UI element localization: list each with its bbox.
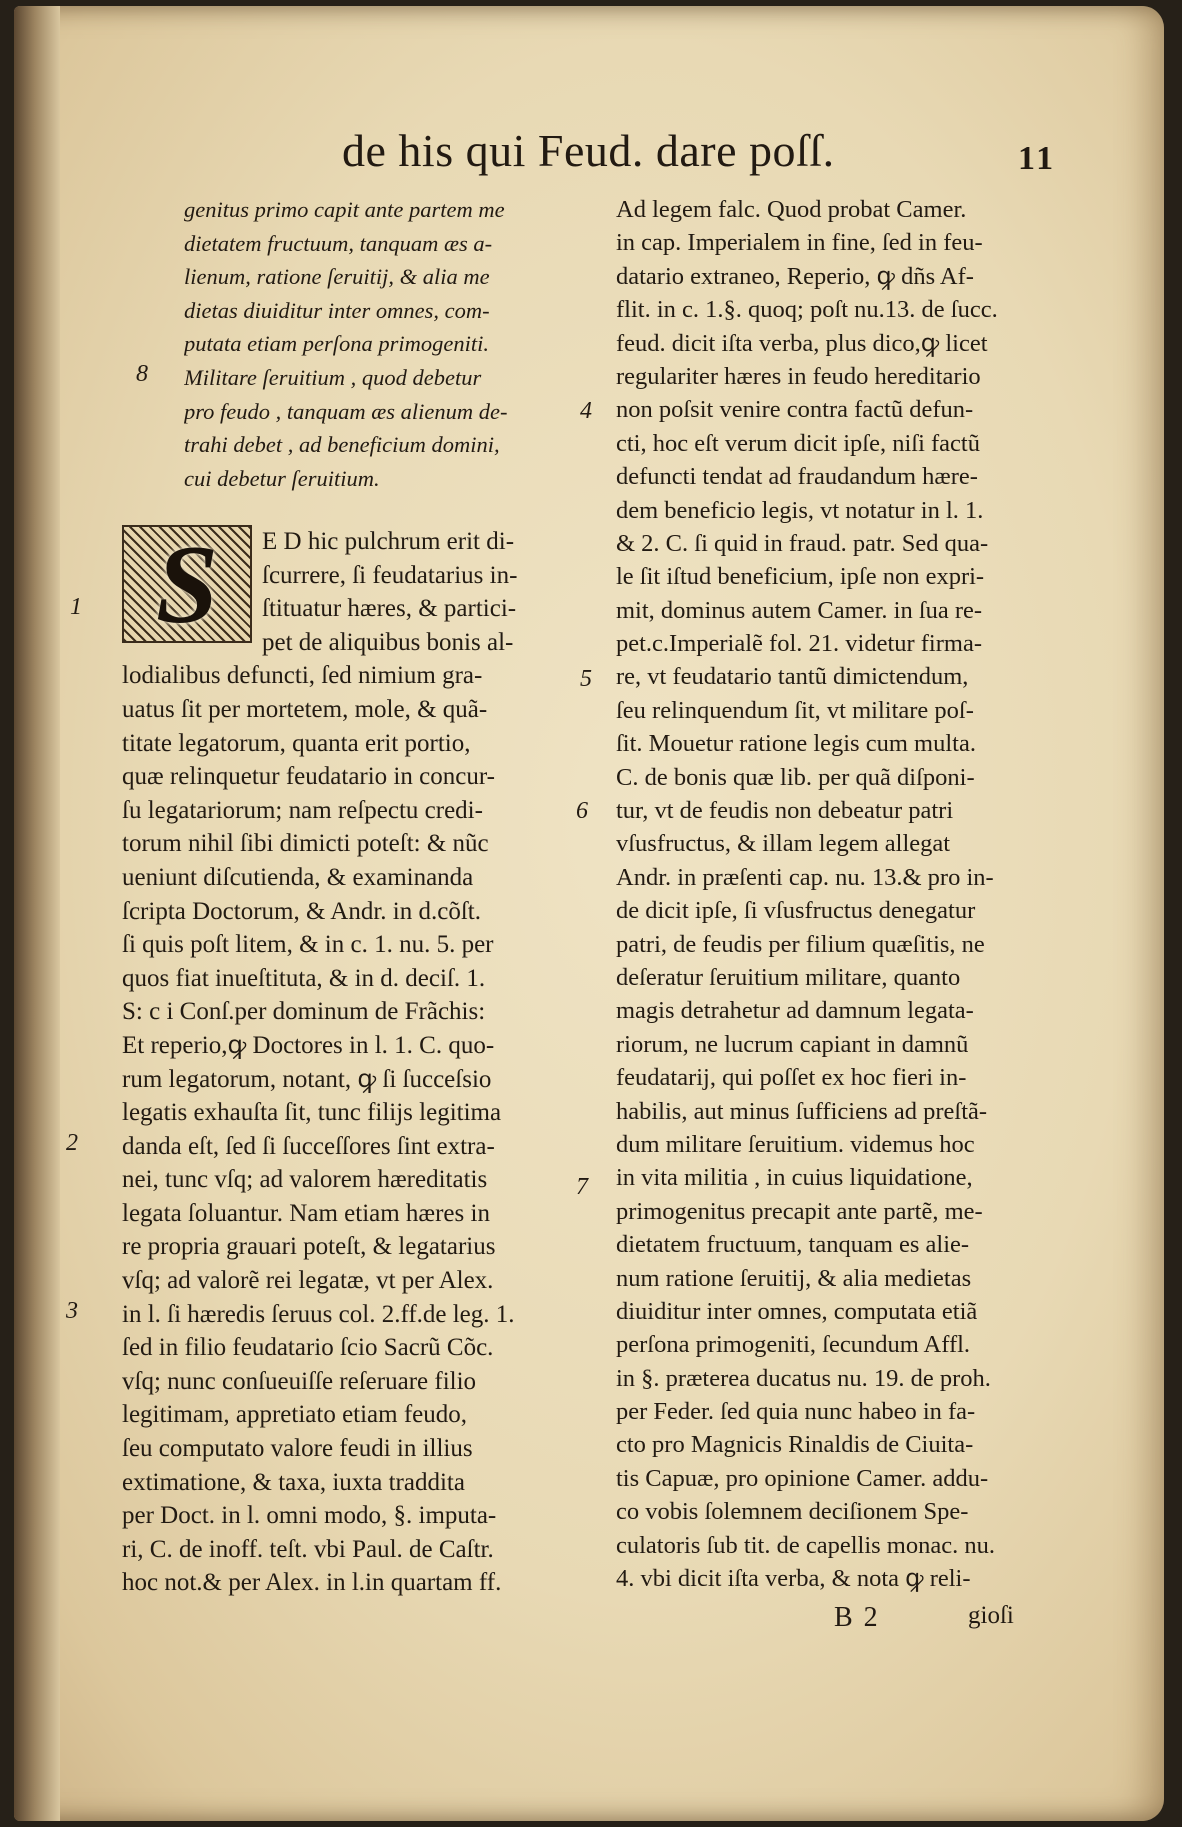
text-line: ſtituatur hæres, & partici- [262, 595, 517, 623]
text-line: Ad legem falc. Quod probat Camer. [616, 196, 967, 223]
text-line: Andr. in præſenti cap. nu. 13.& pro in- [616, 863, 994, 891]
text-line: in §. præterea ducatus nu. 19. de proh. [616, 1364, 991, 1392]
text-line: dum militare ſeruitium. videmus hoc [616, 1130, 975, 1158]
text-line: rum legatorum, notant, ꝙ ſi ſucceſsio [122, 1065, 492, 1093]
text-line: hoc not.& per Alex. in l.in quartam ff. [122, 1569, 502, 1597]
summary-line: putata etiam perſona primogeniti. [184, 331, 489, 357]
text-line: legata ſoluantur. Nam etiam hæres in [122, 1199, 490, 1227]
text-line: feud. dicit iſta verba, plus dico,ꝙ licet [616, 329, 988, 357]
text-line: vſq; ad valorẽ rei legatæ, vt per Alex. [122, 1267, 494, 1295]
text-line: extimatione, & taxa, iuxta traddita [122, 1468, 465, 1496]
text-line: in vita militia , in cuius liquidatione, [616, 1164, 973, 1192]
left-column [122, 525, 584, 1600]
text-line: pet.c.Imperialẽ fol. 21. videtur firma- [616, 630, 982, 658]
text-line: tis Capuæ, pro opinione Camer. addu- [616, 1464, 989, 1492]
text-line: per Doct. in l. omni modo, §. imputa- [122, 1502, 497, 1530]
text-line: uatus ſit per mortetem, mole, & quã- [122, 695, 488, 723]
text-line: per Feder. ſed quia nunc habeo in fa- [616, 1398, 976, 1426]
summary-line: lienum, ratione ſeruitij, & alia me [184, 264, 490, 290]
text-line: vſusfructus, & illam legem allegat [616, 830, 951, 858]
text-line: S: c i Conſ.per dominum de Frãchis: [122, 998, 486, 1026]
text-line: le ſit iſtud beneficium, ipſe non expri- [616, 563, 985, 591]
text-line: ſed in filio feudatario ſcio Sacrũ Cõc. [122, 1334, 494, 1362]
text-line: deſeratur ſeruitium militare, quanto [616, 963, 961, 991]
summary-line: dietatem fructuum, tanquam æs a- [184, 230, 493, 256]
summary-block [184, 193, 579, 495]
text-line: magis detrahetur ad damnum legata- [616, 997, 974, 1025]
text-line: habilis, aut minus ſufficiens ad preſtã- [616, 1097, 988, 1125]
text-line: dem beneficio legis, vt notatur in l. 1. [616, 496, 984, 524]
text-line: primogenitus precapit ante partẽ, me- [616, 1197, 983, 1225]
margin-number: 4 [580, 398, 592, 424]
text-line: riorum, ne lucrum capiant in damnũ [616, 1030, 969, 1058]
text-line: 4. vbi dicit iſta verba, & nota ꝙ reli- [616, 1565, 971, 1593]
summary-line: genitus primo capit ante partem me [184, 197, 505, 222]
text-line: danda eſt, ſed ſi ſucceſſores ſint extra- [122, 1132, 495, 1160]
running-head: de his qui Feud. dare poſſ. [342, 125, 835, 176]
text-line: num ratione ſeruitij, & alia medietas [616, 1264, 972, 1292]
summary-line: dietas diuiditur inter omnes, com- [184, 297, 490, 323]
text-line: patri, de feudis per filium quæſitis, ne [616, 930, 985, 958]
text-line: ſeu computato valore feudi in illius [122, 1435, 473, 1463]
text-line: ſu legatariorum; nam reſpectu credi- [122, 796, 483, 824]
folio-number: 11 [1018, 140, 1057, 177]
text-line: flit. in c. 1.§. quoq; poſt nu.13. de ſucc. [616, 296, 998, 324]
catchword: gioſi [968, 1602, 1014, 1629]
text-line: & 2. C. ſi quid in fraud. patr. Sed qua- [616, 529, 989, 557]
text-line: feudatarij, qui poſſet ex hoc fieri in- [616, 1064, 967, 1092]
text-line: quæ relinquetur feudatario in concur- [122, 763, 495, 791]
text-line: ſi quis poſt litem, & in c. 1. nu. 5. per [122, 931, 494, 959]
text-line: mit, dominus autem Camer. in ſua re- [616, 596, 983, 624]
text-line: tur, vt de feudis non debeatur patri [616, 797, 954, 825]
text-line: de dicit ipſe, ſi vſusfructus denegatur [616, 897, 976, 925]
text-line: ſcripta Doctorum, & Andr. in d.cõſt. [122, 897, 481, 925]
margin-number: 7 [576, 1174, 588, 1200]
text-line: ueniunt diſcutienda, & examinanda [122, 863, 474, 891]
margin-number: 1 [70, 594, 82, 620]
summary-line: trahi debet , ad beneficium domini, [184, 432, 500, 458]
text-line: co vobis ſolemnem deciſionem Spe- [616, 1498, 969, 1526]
text-line: cti, hoc eſt verum dicit ipſe, niſi factũ [616, 429, 980, 457]
text-line: regulariter hæres in feudo hereditario [616, 362, 981, 390]
page-gutter-shadow [14, 6, 60, 1821]
text-line: legitimam, appretiato etiam feudo, [122, 1401, 468, 1429]
text-line: C. de bonis quæ lib. per quã diſponi- [616, 763, 975, 791]
text-line: ſcurrere, ſi feudatarius in- [262, 561, 518, 589]
margin-number: 5 [580, 666, 592, 692]
margin-number: 2 [66, 1130, 78, 1156]
text-line: quos fiat inueſtituta, & in d. deciſ. 1. [122, 964, 486, 992]
text-line: titate legatorum, quanta erit portio, [122, 729, 471, 757]
text-line: re propria grauari poteſt, & legatarius [122, 1233, 496, 1261]
summary-line: cui debetur ſeruitium. [184, 465, 380, 491]
text-line: diuiditur inter omnes, computata etiã [616, 1297, 978, 1325]
text-line: re, vt feudatario tantũ dimictendum, [616, 663, 969, 691]
text-line: pet de aliquibus bonis al- [262, 628, 514, 656]
text-line: vſq; nunc conſueuiſſe reſeruare filio [122, 1367, 477, 1395]
text-line: legatis exhauſta ſit, tunc filijs legitima [122, 1099, 502, 1127]
margin-number: 8 [136, 361, 148, 387]
text-line: datario extraneo, Reperio, ꝙ dñs Af- [616, 262, 974, 290]
summary-line: Militare ſeruitium , quod debetur [184, 364, 482, 390]
text-line: culatoris ſub tit. de capellis monac. nu. [616, 1531, 995, 1559]
text-line: ſeu relinquendum ſit, vt militare poſ- [616, 696, 974, 724]
text-line: perſona primogeniti, ſecundum Affl. [616, 1331, 971, 1359]
book-page [14, 6, 1164, 1821]
text-line: lodialibus defuncti, ſed nimium gra- [122, 662, 483, 690]
text-line: E D hic pulchrum erit di- [262, 528, 515, 555]
margin-number: 6 [576, 798, 588, 824]
text-line: nei, tunc vſq; ad valorem hæreditatis [122, 1166, 488, 1194]
summary-line: pro feudo , tanquam æs alienum de- [184, 398, 508, 424]
signature-mark: B 2 [834, 1602, 880, 1633]
right-column [616, 193, 1052, 1595]
text-line: Et reperio,ꝙ Doctores in l. 1. C. quo- [122, 1031, 495, 1059]
text-line: defuncti tendat ad fraudandum hære- [616, 463, 978, 491]
text-line: in l. ſi hæredis ſeruus col. 2.ff.de leg. 1. [122, 1300, 515, 1328]
text-line: ri, C. de inoff. teſt. vbi Paul. de Caſtr. [122, 1535, 494, 1563]
text-line: torum nihil ſibi dimicti poteſt: & nũc [122, 830, 489, 858]
initial-letter: S [155, 523, 219, 647]
text-line: ſit. Mouetur ratione legis cum multa. [616, 730, 976, 758]
text-line: non poſsit venire contra factũ defun- [616, 396, 974, 424]
margin-number: 3 [66, 1298, 78, 1324]
text-line: in cap. Imperialem in fine, ſed in feu- [616, 229, 983, 257]
text-line: cto pro Magnicis Rinaldis de Ciuita- [616, 1431, 974, 1459]
text-line: dietatem fructuum, tanquam es alie- [616, 1231, 970, 1259]
